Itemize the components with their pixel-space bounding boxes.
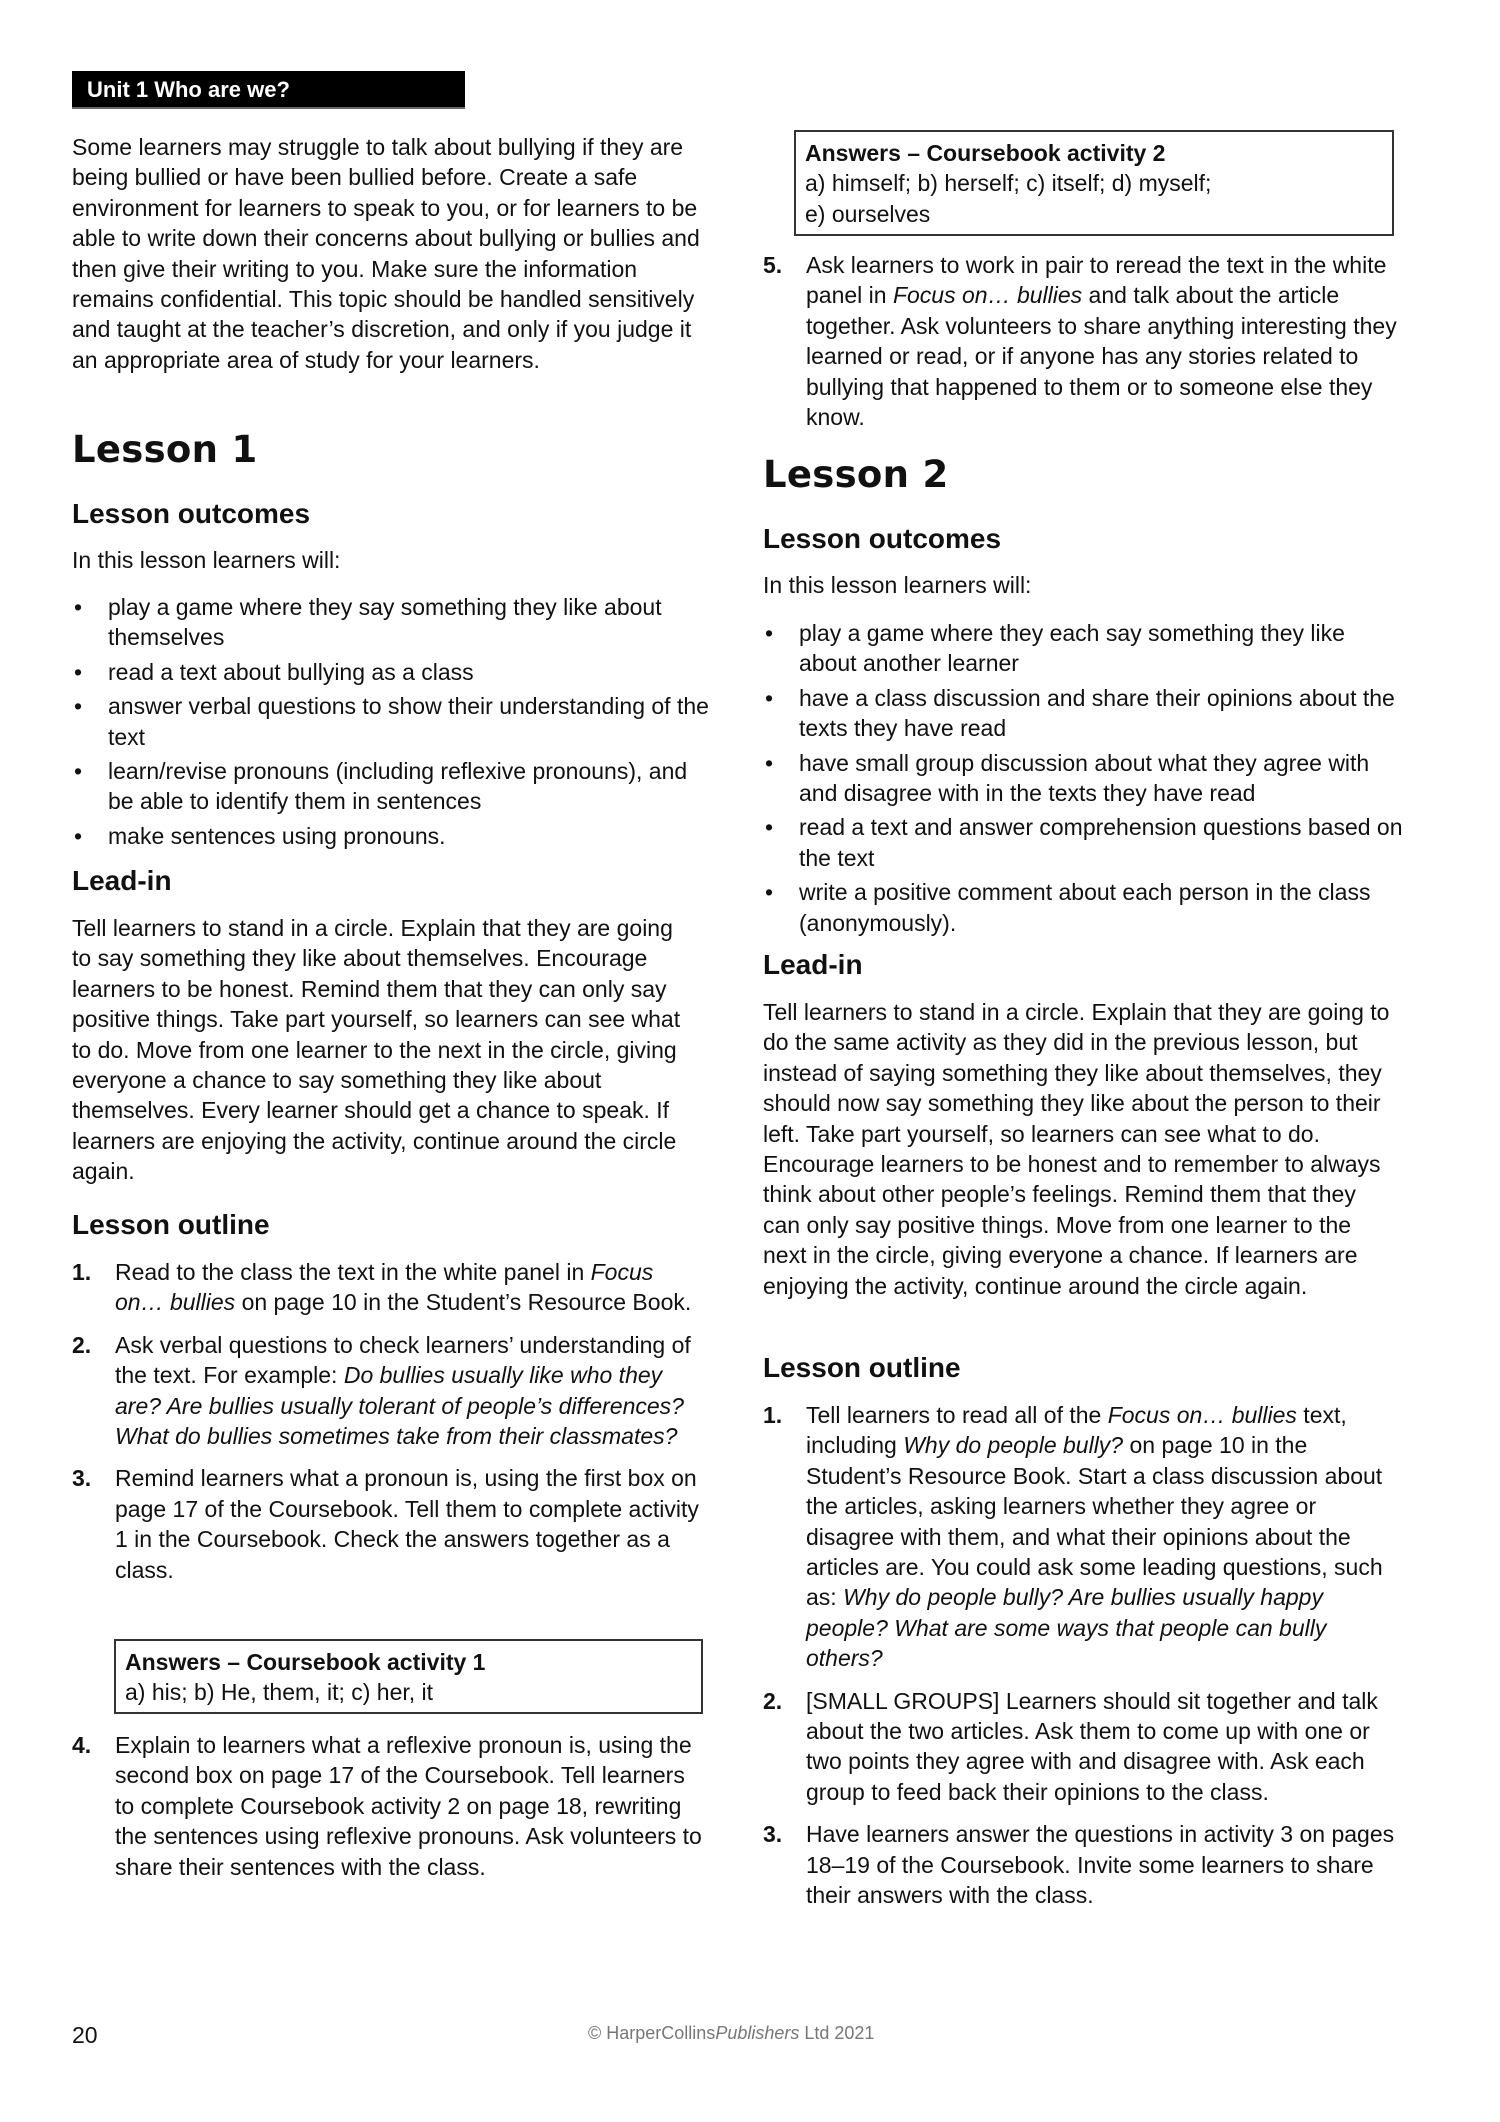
outcome-item: • write a positive comment about each person in the class (anonymously). bbox=[765, 879, 1371, 936]
lesson-2-outline-heading: Lesson outline bbox=[763, 1352, 961, 1383]
lesson-2-title: Lesson 2 bbox=[763, 453, 949, 496]
lesson-2-leadin-heading: Lead-in bbox=[763, 949, 863, 980]
bullet-icon: • bbox=[74, 693, 83, 720]
lesson-2-outcomes-intro: In this lesson learners will: bbox=[763, 572, 1032, 598]
answers-activity-1-title: Answers – Coursebook activity 1 bbox=[125, 1649, 486, 1675]
answers-activity-2-line1: a) himself; b) herself; c) itself; d) myself; bbox=[805, 170, 1212, 197]
outcome-item: • have small group discussion about what they agree with and disagree with in the texts they have read bbox=[765, 749, 1370, 807]
lesson-1-leadin-heading: Lead-in bbox=[72, 865, 172, 896]
lesson-2-outcomes-list bbox=[763, 618, 1408, 942]
bullet-icon: • bbox=[765, 879, 774, 906]
answers-activity-2-box bbox=[794, 130, 1394, 236]
outline-step: 1. Read to the class the text in the white panel in Focus on… bullies on page 10 in the Student’s Resource Book. bbox=[72, 1259, 692, 1316]
lesson-2-outline-steps bbox=[763, 1400, 1403, 1921]
bullet-icon: • bbox=[765, 620, 774, 646]
copyright-footer: © HarperCollinsPublishers Ltd 2021 bbox=[588, 2023, 875, 2043]
lesson-1-leadin-text: Tell learners to stand in a circle. Explain that they are going to say something they like about themselves. Encourage learners to be honest. Remind them that they can only say positive things. Take part yourself, so learners can see what to do. Move from one learner to the next in the circle, giving everyone a chance to say something they like about themselves. Every learner should get a chance to speak. If learners are enjoying the activity, continue around the circle again. bbox=[72, 915, 681, 1185]
outline-step: 3. Have learners answer the questions in activity 3 on pages 18–19 of the Coursebook. Invite some learners to share their answers with the class. bbox=[763, 1821, 1395, 1909]
answers-activity-2-line2: e) ourselves bbox=[805, 200, 931, 227]
lesson-1-outcomes-heading: Lesson outcomes bbox=[72, 498, 311, 529]
outline-step: 2. Ask verbal questions to check learners’ understanding of the text. For example: Do bullies usually like who they are? Are bullies usually tolerant of people’s differences? What do bullies sometimes take from their classmates? bbox=[72, 1331, 691, 1450]
answers-activity-1-value: a) his; b) He, them, it; c) her, it bbox=[125, 1679, 434, 1706]
outcome-item: • read a text and answer comprehension questions based on the text bbox=[765, 814, 1403, 871]
lesson-2-leadin-text: Tell learners to stand in a circle. Explain that they are going to do the same activity as they did in the previous lesson, but instead of saying something they like about themselves, they should now say something they like about the person to their left. Take part yourself, so learners can see what to do. Encourage learners to be honest and to remember to always think about other people’s feelings. Remind them that they can only say positive things. Move from one learner to the next in the circle, giving everyone a chance. If learners are enjoying the activity, continue around the circle again. bbox=[763, 999, 1390, 1299]
outcome-item: • make sentences using pronouns. bbox=[72, 821, 717, 851]
bullet-icon: • bbox=[74, 658, 83, 685]
outline-step: 5. Ask learners to work in pair to reread the text in the white panel in Focus on… bullies and talk about the article together. Ask volunteers to share anything interesting they learned or read, or if anyone has any stories related to bullying that happened to them or to someone else they know. bbox=[763, 252, 1397, 431]
outcome-item: • have a class discussion and share their opinions about the texts they have read bbox=[765, 684, 1395, 742]
answers-activity-1-box bbox=[114, 1639, 703, 1714]
lesson-2-outcomes-heading: Lesson outcomes bbox=[763, 523, 1002, 554]
page-number: 20 bbox=[72, 2022, 98, 2048]
lesson-1-title: Lesson 1 bbox=[72, 428, 258, 471]
lesson-1-outline-heading: Lesson outline bbox=[72, 1209, 270, 1240]
answers-activity-2-title: Answers – Coursebook activity 2 bbox=[805, 140, 1166, 166]
outline-step: 3. Remind learners what a pronoun is, using the first box on page 17 of the Coursebook. Tell them to complete activity 1 in the Coursebook. Check the answers together as a class. bbox=[72, 1465, 699, 1583]
bullet-icon: • bbox=[74, 594, 83, 620]
outcome-item: • read a text about bullying as a class bbox=[72, 657, 717, 687]
lesson-1-outline-steps bbox=[72, 1257, 702, 1597]
unit-banner: Unit 1 Who are we? bbox=[72, 71, 465, 109]
outcome-item: • play a game where they say something they like about themselves bbox=[74, 594, 662, 651]
intro-paragraph: Some learners may struggle to talk about bullying if they are being bullied or have been bullied before. Create a safe environment for learners to speak to you, or for learners to be able to write down their concerns about bullying or bullies and then give their writing to you. Make sure the information remains confidential. This topic should be handled sensitively and taught at the teacher’s discretion, and only if you judge it an appropriate area of study for your learners. bbox=[72, 134, 700, 373]
outcome-item: • answer verbal questions to show their understanding of the text bbox=[74, 693, 709, 750]
bullet-icon: • bbox=[765, 749, 774, 776]
outline-step: 1. Tell learners to read all of the Focus on… bullies text, including Why do people bully? on page 10 in the Student’s Resource Book. Start a class discussion about the articles, asking learners whether they agree or disagree with them, and what their opinions about the articles are. You could ask some leading questions, such as: Why do people bully? Are bullies usually happy people? What are some ways that people can bully others? bbox=[763, 1402, 1383, 1672]
bullet-icon: • bbox=[765, 814, 774, 841]
outcome-item: • learn/revise pronouns (including reflexive pronouns), and be able to identify them in sentences bbox=[74, 758, 688, 815]
lesson-1-outcomes-list bbox=[72, 592, 717, 855]
outline-step: 4. Explain to learners what a reflexive pronoun is, using the second box on page 17 of the Coursebook. Tell learners to complete Coursebook activity 2 on page 18, rewriting the sentences using reflexive pronouns. Ask volunteers to share their sentences with the class. bbox=[72, 1732, 702, 1880]
bullet-icon: • bbox=[74, 758, 83, 785]
outcome-item: • play a game where they each say something they like about another learner bbox=[765, 620, 1345, 677]
bullet-icon: • bbox=[74, 822, 83, 849]
lesson-1-outcomes-intro: In this lesson learners will: bbox=[72, 547, 341, 573]
lesson-1-outline-step-5 bbox=[763, 250, 1403, 442]
bullet-icon: • bbox=[765, 684, 774, 711]
outline-step: 2. [SMALL GROUPS] Learners should sit together and talk about the two articles. Ask them to come up with one or two points they agree with and disagree with. Ask each group to feed back their opinions to the class. bbox=[763, 1687, 1378, 1805]
lesson-1-outline-step-4 bbox=[72, 1730, 702, 1892]
